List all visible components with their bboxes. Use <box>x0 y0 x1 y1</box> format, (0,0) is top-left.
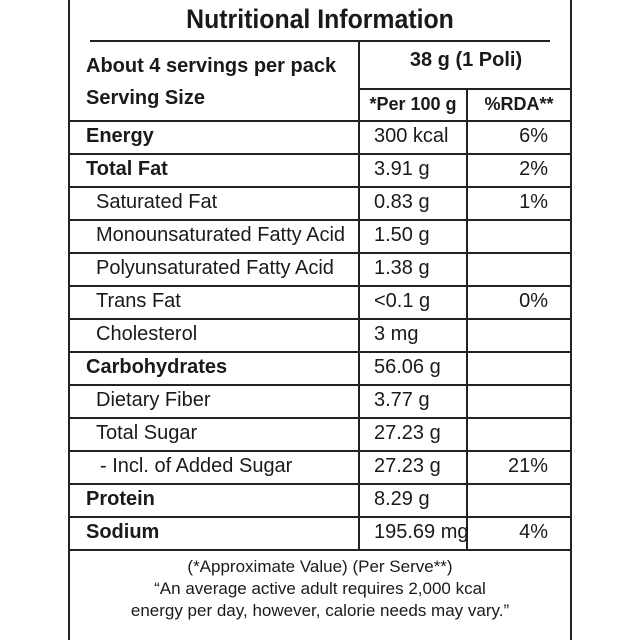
table-row-total-sugar <box>70 417 570 450</box>
nutrient-name: - Incl. of Added Sugar <box>100 455 293 477</box>
per100-value: 0.83 g <box>374 191 430 213</box>
nutrition-panel <box>68 0 572 640</box>
per100-value: 195.69 mg <box>374 521 469 543</box>
nutrient-name: Polyunsaturated Fatty Acid <box>96 257 334 279</box>
serve-size-value: 38 g (1 Poli) <box>409 49 523 71</box>
nutrient-name: Cholesterol <box>96 323 198 345</box>
nutrient-name: Dietary Fiber <box>96 389 211 411</box>
table-row-saturated-fat <box>70 186 570 219</box>
per100-value: 56.06 g <box>374 356 441 378</box>
per100-value: 8.29 g <box>374 488 430 510</box>
table-row-mufa <box>70 219 570 252</box>
panel-title: Nutritional Information <box>90 0 550 42</box>
per100-value: 27.23 g <box>374 455 441 477</box>
per100-value: <0.1 g <box>374 290 431 312</box>
rda-value: 4% <box>519 521 548 543</box>
footnote-line: (*Approximate Value) (Per Serve**) <box>187 557 453 576</box>
table-row-cholesterol <box>70 318 570 351</box>
nutrient-name: Carbohydrates <box>86 356 228 378</box>
rda-value: 0% <box>519 290 548 312</box>
per100-value: 300 kcal <box>374 125 449 147</box>
nutrient-name: Monounsaturated Fatty Acid <box>96 224 346 246</box>
footnote <box>70 556 570 622</box>
nutrient-name: Sodium <box>86 521 160 543</box>
table-row-sodium <box>70 516 570 549</box>
nutrient-name: Total Sugar <box>96 422 198 444</box>
nutrient-name: Trans Fat <box>96 290 181 312</box>
nutrient-name: Saturated Fat <box>96 191 218 213</box>
per100-value: 1.38 g <box>374 257 430 279</box>
rda-value: 2% <box>519 158 548 180</box>
table-row-dietary-fiber <box>70 384 570 417</box>
servings-per-pack: About 4 servings per pack <box>86 55 337 77</box>
column-header-rda: %RDA** <box>484 94 554 114</box>
per100-value: 1.50 g <box>374 224 430 246</box>
table-row-energy <box>70 120 570 153</box>
table-row-protein <box>70 483 570 516</box>
footnote-line: “An average active adult requires 2,000 kcal <box>154 579 486 598</box>
divider <box>70 549 570 551</box>
table-row-pufa <box>70 252 570 285</box>
table-row-carbohydrates <box>70 351 570 384</box>
nutrient-name: Total Fat <box>86 158 168 180</box>
per100-value: 27.23 g <box>374 422 441 444</box>
table-row-total-fat <box>70 153 570 186</box>
nutrient-name: Protein <box>86 488 155 510</box>
rda-value: 1% <box>519 191 548 213</box>
serving-size-label: Serving Size <box>86 87 205 109</box>
nutrient-name: Energy <box>86 125 154 147</box>
column-header-per100: *Per 100 g <box>369 94 457 114</box>
rda-value: 6% <box>519 125 548 147</box>
per100-value: 3.91 g <box>374 158 430 180</box>
rda-value: 21% <box>507 455 548 477</box>
per100-value: 3 mg <box>374 323 419 345</box>
table-row-added-sugar <box>70 450 570 483</box>
table-row-trans-fat <box>70 285 570 318</box>
footnote-line: energy per day, however, calorie needs may vary.” <box>130 601 510 620</box>
servings-info <box>86 50 336 114</box>
per100-value: 3.77 g <box>374 389 430 411</box>
